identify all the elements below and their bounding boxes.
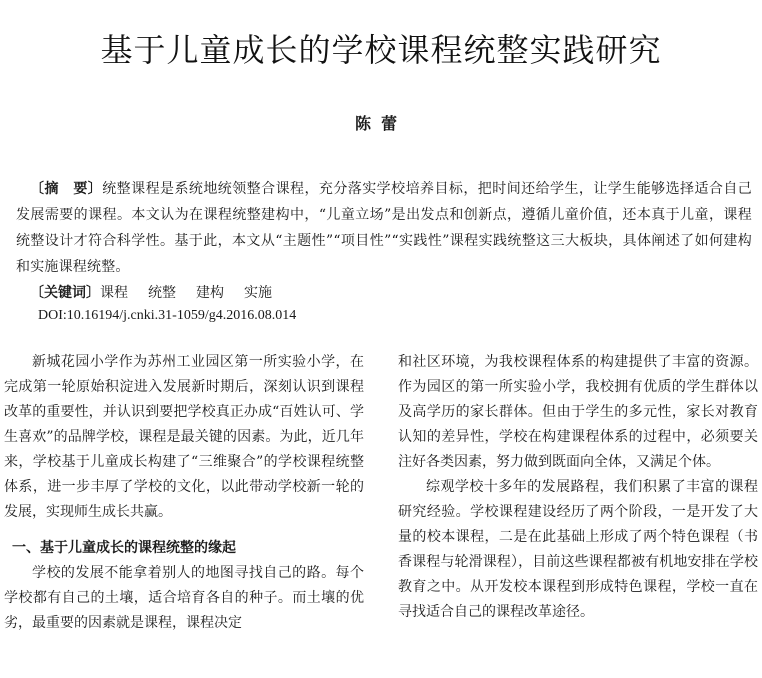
paper-title: 基于儿童成长的学校课程统整实践研究 bbox=[100, 31, 662, 69]
author-name: 陈蕾 bbox=[354, 114, 407, 133]
body-paragraph: 学校的发展不能拿着别人的地图寻找自己的路。每个学校都有自己的土壤，适合培育各自的种子。而土壤的优劣，最重要的因素就是课程，课程决定 bbox=[4, 565, 364, 631]
body-paragraph: 新城花园小学作为苏州工业园区第一所实验小学，在完成第一轮原始积淀进入发展新时期后，深刻认识到课程改革的重要性，并认识到要把学校真正办成“百姓认可、学生喜欢”的品牌学校，课程是最关键的因素。为此，近几年来，学校基于儿童成长构建了“三维聚合”的学校课程统整体系，进一步丰厚了学校的文化，以此带动学校新一轮的发展，实现师生成长共赢。 bbox=[4, 354, 364, 520]
section-heading: 一、基于儿童成长的课程统整的缘起 bbox=[12, 540, 236, 556]
keyword: 实施 bbox=[244, 285, 272, 301]
body-column-left bbox=[4, 350, 364, 636]
body-paragraph-continued: 和社区环境，为我校课程体系的构建提供了丰富的资源。作为园区的第一所实验小学，我校拥有优质的学生群体以及高学历的家长群体。但由于学生的多元性，家长对教育认知的差异性，学校在构建课程体系的过程中，必须要关注好各类因素，努力做到既面向全体，又满足个体。 bbox=[398, 354, 758, 470]
body-paragraph: 综观学校十多年的发展路程，我们积累了丰富的课程研究经验。学校课程建设经历了两个阶段，一是开发了大量的校本课程，二是在此基础上形成了两个特色课程（书香课程与轮滑课程），目前这些课程都被有机地安排在学校教育之中。从开发校本课程到形成特色课程，学校一直在寻找适合自己的课程改革途径。 bbox=[398, 479, 758, 620]
doi: DOI:10.16194/j.cnki.31-1059/g4.2016.08.014 bbox=[38, 308, 297, 323]
abstract-text: 统整课程是系统地统领整合课程，充分落实学校培养目标，把时间还给学生，让学生能够选择适合自己发展需要的课程。本文认为在课程统整建构中，“儿童立场”是出发点和创新点，遵循儿童价值，还本真于儿童，课程统整设计才符合科学性。基于此，本文从“主题性”“项目性”“实践性”课程实践统整这三大板块，具体阐述了如何建构和实施课程统整。 bbox=[16, 181, 753, 275]
keyword: 统整 bbox=[148, 285, 176, 301]
keyword: 建构 bbox=[196, 285, 224, 301]
abstract-label: 〔摘 要〕 bbox=[30, 181, 103, 197]
keywords-label: 〔关键词〕 bbox=[30, 285, 100, 301]
abstract bbox=[16, 176, 752, 280]
keyword: 课程 bbox=[100, 285, 128, 301]
body-column-right bbox=[398, 350, 758, 625]
keywords bbox=[30, 280, 292, 306]
